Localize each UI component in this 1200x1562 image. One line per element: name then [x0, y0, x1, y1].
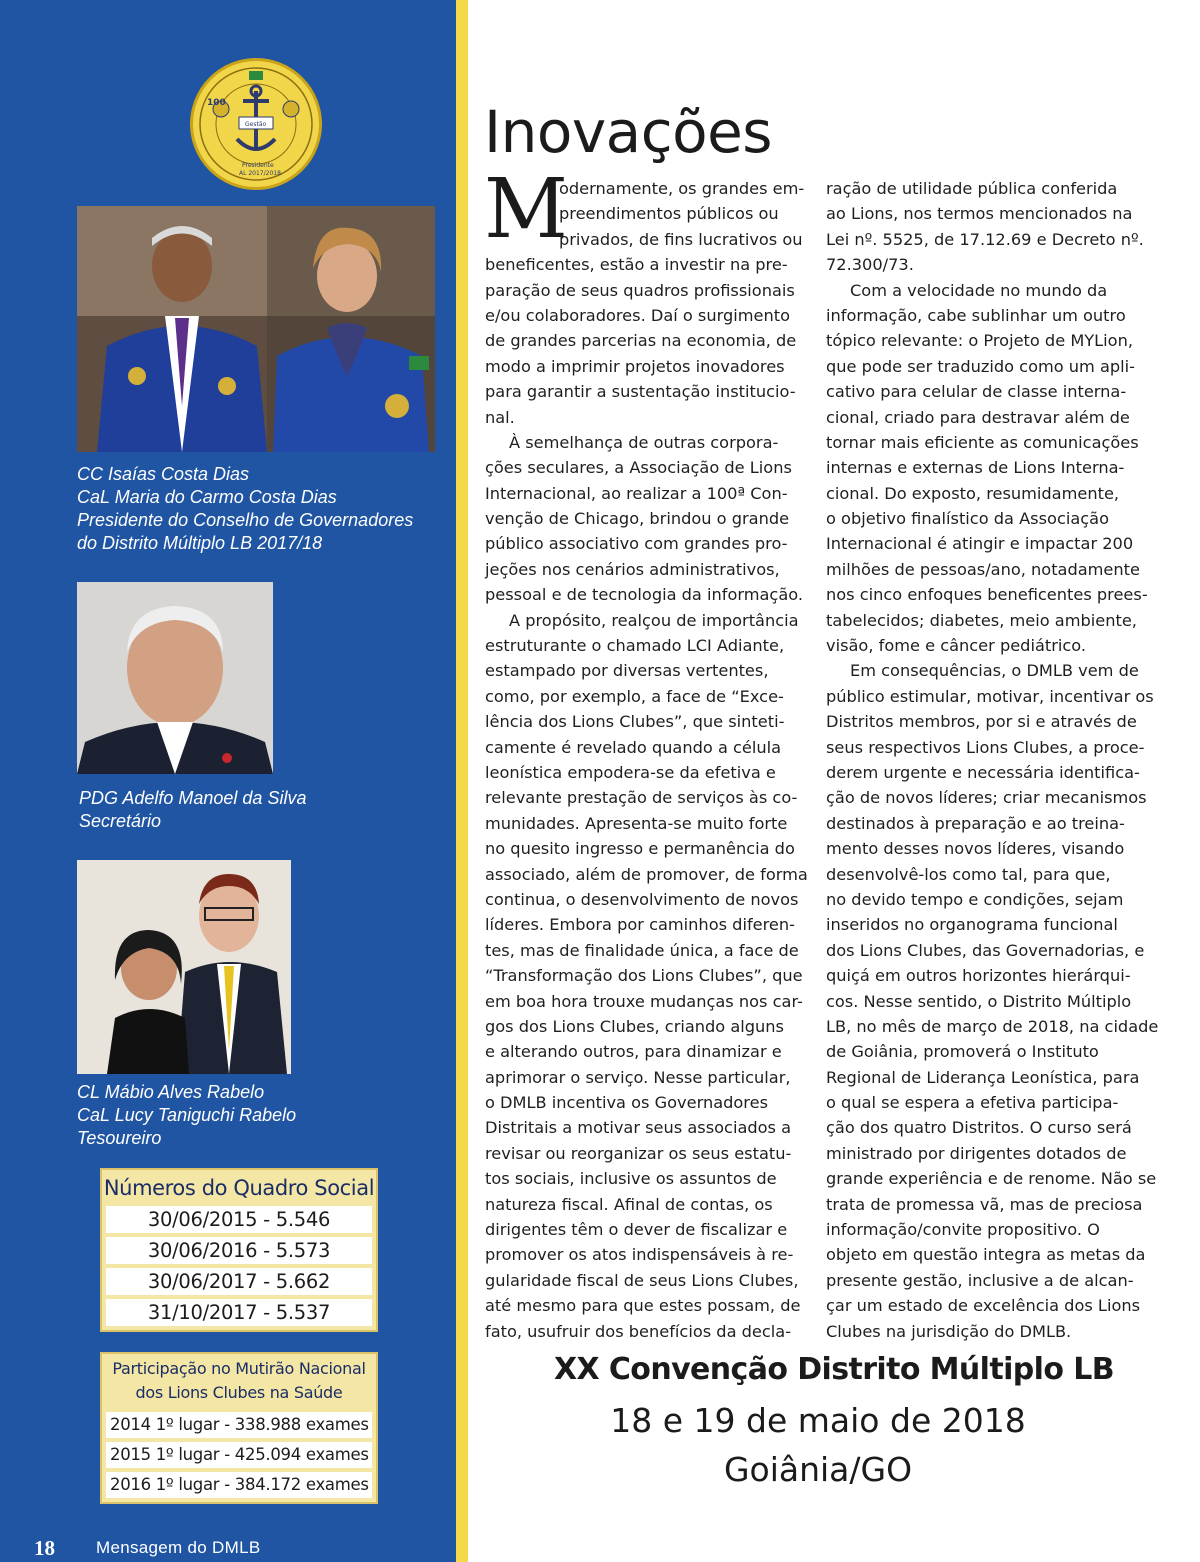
article-line: Internacional é atingir e impactar 200: [826, 534, 1134, 554]
health-drive-title: [102, 1354, 376, 1412]
article-line: Distritais a motivar seus associados a: [485, 1118, 792, 1138]
article-line: destinados à preparação e ao treina-: [826, 813, 1125, 833]
caption-secretary: [79, 787, 306, 833]
drop-cap: M: [484, 162, 568, 257]
article-line: desenvolvê-los como tal, para que,: [826, 864, 1111, 884]
article-line: privados, de fins lucrativos ou: [559, 229, 803, 249]
health-drive-title-line: dos Lions Clubes na Saúde: [135, 1383, 343, 1402]
article-line: lência dos Lions Clubes”, que sinteti-: [485, 712, 785, 732]
article-line: camente é revelado quando a célula: [485, 737, 782, 757]
article-line: “Transformação dos Lions Clubes”, que: [485, 966, 803, 986]
article-line: em boa hora trouxe mudanças nos car-: [485, 991, 803, 1011]
article-line: Com a velocidade no mundo da: [850, 280, 1108, 300]
article-line: líderes. Embora por caminhos diferen-: [485, 915, 795, 935]
article-line: çar um estado de excelência dos Lions: [826, 1296, 1141, 1316]
article-line: no quesito ingresso e permanência do: [485, 839, 795, 859]
article-column-right: [826, 176, 1162, 1344]
article-line: o objetivo finalístico da Associação: [826, 509, 1109, 529]
article-line: internas e externas de Lions Interna-: [826, 458, 1125, 478]
article-line: ao Lions, nos termos mencionados na: [826, 204, 1133, 224]
article-line: pessoal e de tecnologia da informação.: [485, 585, 804, 605]
article-line: público estimular, motivar, incentivar os: [826, 686, 1154, 706]
article-line: público associativo com grandes pro-: [485, 534, 788, 554]
health-drive-row: 2016 1º lugar - 384.172 exames: [106, 1472, 372, 1498]
article-line: fato, usufruir dos benefícios da decla-: [485, 1321, 792, 1341]
article-line: paração de seus quadros profissionais: [485, 280, 795, 300]
article-line: no devido tempo e condições, sejam: [826, 889, 1124, 909]
article-line: gularidade fiscal de seus Lions Clubes,: [485, 1270, 799, 1290]
membership-row: 31/10/2017 - 5.537: [106, 1299, 372, 1326]
article-line: tes, mas de finalidade única, a face de: [485, 940, 799, 960]
article-line: aprimorar o serviço. Nesse particular,: [485, 1067, 791, 1087]
caption-line: Tesoureiro: [77, 1128, 162, 1148]
article-line: venção de Chicago, brindou o grande: [485, 509, 790, 529]
caption-line: Secretário: [79, 811, 162, 831]
article-line: ção de novos líderes; criar mecanismos: [826, 788, 1147, 808]
caption-line: CC Isaías Costa Dias: [77, 464, 250, 484]
article-line: cativo para celular de classe interna-: [826, 382, 1127, 402]
article-line: Distritos membros, por si e através de: [826, 712, 1137, 732]
article-line: tabelecidos; diabetes, meio ambiente,: [826, 610, 1137, 630]
lions-centennial-seal: [190, 58, 322, 190]
article-line: Internacional, ao realizar a 100ª Con-: [485, 483, 788, 503]
article-line: que pode ser traduzido como um apli-: [826, 356, 1135, 376]
article-line: A propósito, realçou de importância: [509, 610, 799, 630]
seal-centennial-text: 100: [207, 98, 226, 108]
article-line: ção dos quatro Distritos. O curso será: [826, 1118, 1132, 1138]
health-drive-row: 2015 1º lugar - 425.094 exames: [106, 1442, 372, 1468]
article-line: nos cinco enfoques beneficentes prees-: [826, 585, 1148, 605]
article-line: dirigentes têm o dever de fiscalizar e: [485, 1220, 788, 1240]
article-line: quiçá em outros horizontes hierárqui-: [826, 966, 1131, 986]
page-number: 18: [34, 1536, 55, 1560]
article-line: cional, criado para destravar além de: [826, 407, 1130, 427]
article-line: de grandes parcerias na economia, de: [485, 331, 797, 351]
membership-row: 30/06/2017 - 5.662: [106, 1268, 372, 1295]
article-line: À semelhança de outras corpora-: [509, 432, 779, 452]
article-line: até mesmo para que estes possam, de: [485, 1296, 801, 1316]
article-line: como, por exemplo, a face de “Exce-: [485, 686, 784, 706]
article-line: beneficentes, estão a investir na pre-: [485, 255, 788, 275]
caption-line: Presidente do Conselho de Governadores: [77, 510, 414, 530]
article-line: mento desses novos líderes, visando: [826, 839, 1125, 859]
article-line: tópico relevante: o Projeto de MYLion,: [826, 331, 1133, 351]
health-drive-box: [100, 1352, 378, 1504]
article-line: 72.300/73.: [826, 255, 914, 275]
article-line: presente gestão, inclusive a de alcan-: [826, 1270, 1134, 1290]
article-line: gos dos Lions Clubes, criando alguns: [485, 1016, 784, 1036]
caption-line: CaL Maria do Carmo Costa Dias: [77, 487, 337, 507]
article-line: cional. Do exposto, resumidamente,: [826, 483, 1120, 503]
article-line: e alterando outros, para dinamizar e: [485, 1042, 782, 1062]
article-column-left: [485, 176, 815, 1344]
photo-treasurer-couple: [77, 860, 291, 1074]
convention-title: XX Convenção Distrito Múltiplo LB: [553, 1352, 1114, 1387]
article-line: nal.: [485, 407, 515, 427]
article-line: objeto em questão integra as metas da: [826, 1245, 1146, 1265]
article-line: inseridos no organograma funcional: [826, 915, 1118, 935]
article-line: modo a imprimir projetos inovadores: [485, 356, 785, 376]
article-line: ração de utilidade pública conferida: [826, 179, 1118, 198]
membership-numbers-box: [100, 1168, 378, 1332]
article-line: continua, o desenvolvimento de novos: [485, 889, 799, 909]
article-line: seus respectivos Lions Clubes, a proce-: [826, 737, 1145, 757]
caption-line: CL Mábio Alves Rabelo: [77, 1082, 265, 1102]
caption-line: PDG Adelfo Manoel da Silva: [79, 788, 307, 808]
sidebar-yellow-stripe: [456, 0, 468, 1562]
article-line: dos Lions Clubes, das Governadorias, e: [826, 940, 1145, 960]
article-line: de Goiânia, promoverá o Instituto: [826, 1042, 1099, 1062]
article-line: LB, no mês de março de 2018, na cidade: [826, 1016, 1159, 1036]
membership-numbers-title: Números do Quadro Social: [103, 1176, 375, 1200]
article-line: milhões de pessoas/ano, notadamente: [826, 559, 1140, 579]
article-line: trata de promessa vã, mas de preciosa: [826, 1194, 1143, 1214]
article-line: leonística empodera-se da efetiva e: [485, 762, 776, 782]
article-line: associado, além de promover, de forma: [485, 864, 808, 884]
article-line: informação/convite propositivo. O: [826, 1220, 1100, 1240]
photo-secretary: [77, 582, 273, 774]
article-line: derem urgente e necessária identifica-: [826, 762, 1140, 782]
caption-line: CaL Lucy Taniguchi Rabelo: [77, 1105, 297, 1125]
membership-row: 30/06/2016 - 5.573: [106, 1237, 372, 1264]
article-line: relevante prestação de serviços às co-: [485, 788, 798, 808]
photo-president-couple: [77, 206, 435, 452]
article-line: o qual se espera a efetiva participa-: [826, 1093, 1119, 1113]
health-drive-title-line: Participação no Mutirão Nacional: [112, 1359, 366, 1378]
article-line: e/ou colaboradores. Daí o surgimento: [485, 305, 791, 325]
article-line: Regional de Liderança Leonística, para: [826, 1067, 1140, 1087]
article-line: Clubes na jurisdição do DMLB.: [826, 1321, 1072, 1341]
article-line: munidades. Apresenta-se muito forte: [485, 813, 788, 833]
article-line: ções seculares, a Associação de Lions: [485, 458, 792, 478]
membership-row: 30/06/2015 - 5.546: [106, 1206, 372, 1233]
caption-treasurer: [77, 1081, 296, 1150]
publication-name: Mensagem do DMLB: [96, 1538, 261, 1557]
seal-banner-text: Gestão: [245, 121, 267, 128]
article-line: estampado por diversas vertentes,: [485, 661, 769, 681]
health-drive-row: 2014 1º lugar - 338.988 exames: [106, 1412, 372, 1438]
convention-city: Goiânia/GO: [723, 1450, 913, 1489]
article-line: ministrado por dirigentes dotados de: [826, 1143, 1127, 1163]
article-line: o DMLB incentiva os Governadores: [485, 1093, 769, 1113]
seal-emblem-icon: [193, 61, 319, 187]
article-line: jeções nos cenários administrativos,: [485, 559, 780, 579]
article-line: natureza fiscal. Afinal de contas, os: [485, 1194, 773, 1214]
article-line: odernamente, os grandes em-: [559, 179, 805, 198]
article-line: preendimentos públicos ou: [559, 204, 779, 224]
article-line: promover os atos indispensáveis à re-: [485, 1245, 794, 1265]
article-line: cos. Nesse sentido, o Distrito Múltiplo: [826, 991, 1132, 1011]
article-line: tos sociais, inclusive os assuntos de: [485, 1169, 777, 1189]
article-title: Inovações: [484, 98, 772, 166]
seal-term-text: AL 2017/2018: [239, 170, 281, 177]
seal-role-text: Presidente: [242, 162, 274, 169]
article-line: estruturante o chamado LCI Adiante,: [485, 636, 785, 656]
convention-date: 18 e 19 de maio de 2018: [610, 1401, 1026, 1440]
article-line: para garantir a sustentação institucio-: [485, 382, 796, 402]
article-line: grande experiência e de renome. Não se: [826, 1169, 1157, 1189]
article-line: informação, cabe sublinhar um outro: [826, 305, 1126, 325]
caption-president: [77, 463, 413, 555]
article-line: Lei nº. 5525, de 17.12.69 e Decreto nº.: [826, 229, 1144, 249]
article-line: visão, fome e câncer pediátrico.: [826, 636, 1087, 656]
article-line: Em consequências, o DMLB vem de: [850, 661, 1139, 681]
article-line: revisar ou reorganizar os seus estatu-: [485, 1143, 792, 1163]
article-line: tornar mais eficiente as comunicações: [826, 432, 1139, 452]
caption-line: do Distrito Múltiplo LB 2017/18: [77, 533, 323, 553]
